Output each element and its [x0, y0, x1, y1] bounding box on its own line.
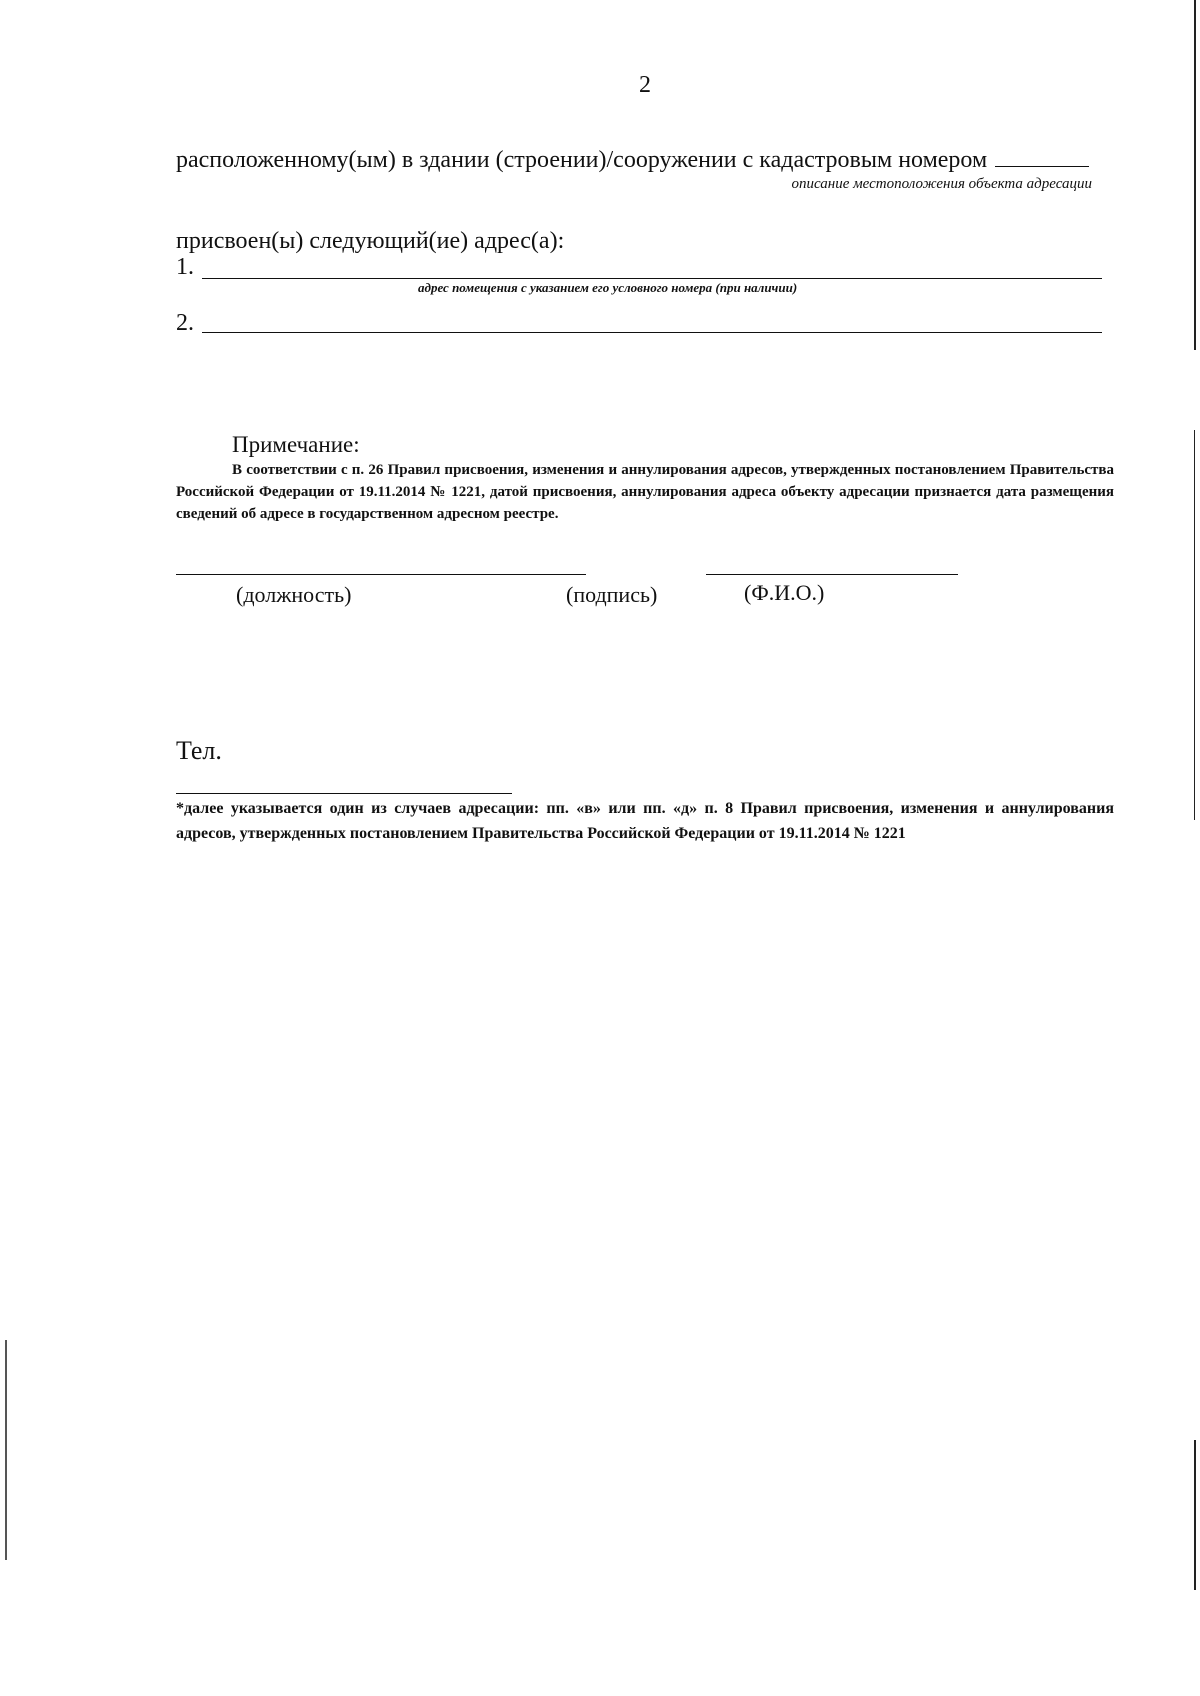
footnote-rule: [176, 793, 512, 794]
scan-edge-mark: [5, 1340, 7, 1560]
position-label: (должность): [236, 582, 352, 607]
address-item-2-line: [202, 332, 1102, 333]
assigned-heading: присвоен(ы) следующий(ие) адрес(а):: [176, 228, 565, 254]
location-text: расположенному(ым) в здании (строении)/сооружении с кадастровым номером: [176, 147, 988, 173]
note-text: В соответствии с п. 26 Правил присвоения, изменения и аннулирования адресов, утвержденных постановлением Правительства Российской Федерации от 19.11.2014 № 1221, датой присвоения, аннулирования адреса объекту адресации признается дата размещения сведений об адресе в государственном адресном реестре.: [176, 462, 1114, 522]
footnote-text: *далее указывается один из случаев адресации: пп. «в» или пп. «д» п. 8 Правил присвоения, изменения и аннулирования адресов, утвержденных постановлением Правительства Российской Федерации от 19.11.2014 № 1221: [176, 800, 1114, 842]
address-item-1-number: 1.: [176, 254, 194, 280]
position-signature-line: [176, 574, 586, 575]
address-item-2-number: 2.: [176, 310, 194, 336]
location-caption: описание местоположения объекта адресации: [791, 176, 1092, 192]
scan-edge-mark: [1194, 1440, 1196, 1590]
address-caption: адрес помещения с указанием его условного номера (при наличии): [418, 280, 798, 295]
tel-label: Тел.: [176, 736, 222, 765]
signature-label: (подпись): [566, 582, 658, 607]
name-label: (Ф.И.О.): [744, 580, 825, 605]
scan-edge-mark: [1194, 430, 1195, 820]
page-number: 2: [639, 72, 651, 98]
address-item-1-line: [202, 278, 1102, 279]
location-line: [176, 146, 1089, 174]
name-line: [706, 574, 958, 575]
scan-edge-mark: [1194, 0, 1196, 350]
note-title: Примечание:: [232, 432, 360, 457]
cadastral-number-blank: [995, 146, 1089, 167]
